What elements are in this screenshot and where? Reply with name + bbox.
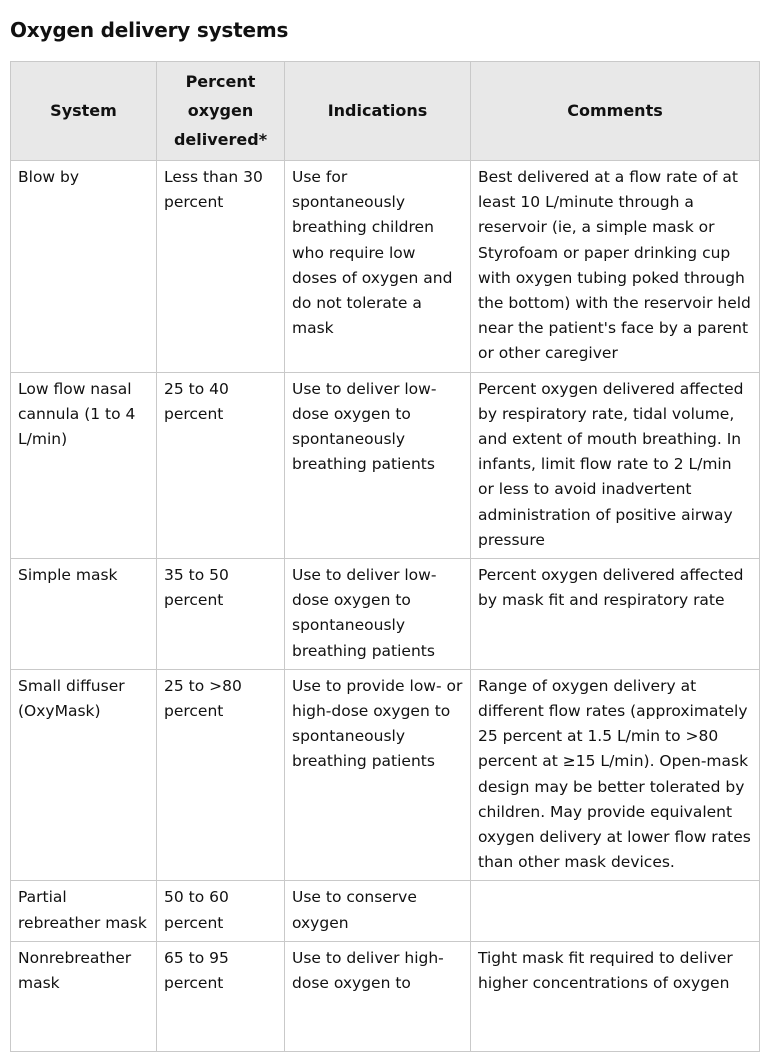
cell-comments: Percent oxygen delivered affected by mask fit and respiratory rate xyxy=(471,559,760,670)
cell-comments xyxy=(471,881,760,941)
header-percent-oxygen: Percent oxygen delivered* xyxy=(157,62,285,161)
cell-comments: Percent oxygen delivered affected by respiratory rate, tidal volume, and extent of mouth breathing. In infants, limit flow rate to 2 L/min or less to avoid inadvertent administration of positive airway pressure xyxy=(471,372,760,558)
cell-indications: Use to deliver low-dose oxygen to spontaneously breathing patients xyxy=(285,372,471,558)
cell-percent: 25 to 40 percent xyxy=(157,372,285,558)
cell-indications: Use for spontaneously breathing children who require low doses of oxygen and do not tolerate a mask xyxy=(285,161,471,373)
table-row xyxy=(11,559,760,670)
page-title: Oxygen delivery systems xyxy=(10,18,289,42)
cell-percent: Less than 30 percent xyxy=(157,161,285,373)
cell-comments: Range of oxygen delivery at different flow rates (approximately 25 percent at 1.5 L/min to >80 percent at ≥15 L/min). Open-mask design may be better tolerated by children. May provide equivalent oxygen delivery at lower flow rates than other mask devices. xyxy=(471,669,760,881)
header-row xyxy=(11,62,760,161)
table-row xyxy=(11,941,760,1051)
table-header xyxy=(11,62,760,161)
table-row xyxy=(11,161,760,373)
cell-indications: Use to deliver low-dose oxygen to spontaneously breathing patients xyxy=(285,559,471,670)
cell-indications: Use to conserve oxygen xyxy=(285,881,471,941)
cell-system: Nonrebreather mask xyxy=(11,941,157,1051)
cell-system: Blow by xyxy=(11,161,157,373)
table-row xyxy=(11,669,760,881)
table-body xyxy=(11,161,760,1052)
oxygen-delivery-table xyxy=(10,61,760,1052)
table-row xyxy=(11,881,760,941)
cell-system: Low flow nasal cannula (1 to 4 L/min) xyxy=(11,372,157,558)
cell-percent: 50 to 60 percent xyxy=(157,881,285,941)
cell-comments: Best delivered at a flow rate of at least 10 L/minute through a reservoir (ie, a simple mask or Styrofoam or paper drinking cup with oxygen tubing poked through the bottom) with the reservoir held near the patient's face by a parent or other caregiver xyxy=(471,161,760,373)
cell-system: Partial rebreather mask xyxy=(11,881,157,941)
cell-percent: 65 to 95 percent xyxy=(157,941,285,1051)
cell-comments: Tight mask fit required to deliver higher concentrations of oxygen xyxy=(471,941,760,1051)
cell-percent: 35 to 50 percent xyxy=(157,559,285,670)
cell-indications: Use to provide low- or high-dose oxygen to spontaneously breathing patients xyxy=(285,669,471,881)
cell-indications: Use to deliver high-dose oxygen to xyxy=(285,941,471,1051)
header-comments: Comments xyxy=(471,62,760,161)
table-row xyxy=(11,372,760,558)
cell-system: Small diffuser (OxyMask) xyxy=(11,669,157,881)
cell-system: Simple mask xyxy=(11,559,157,670)
header-system: System xyxy=(11,62,157,161)
cell-percent: 25 to >80 percent xyxy=(157,669,285,881)
header-indications: Indications xyxy=(285,62,471,161)
